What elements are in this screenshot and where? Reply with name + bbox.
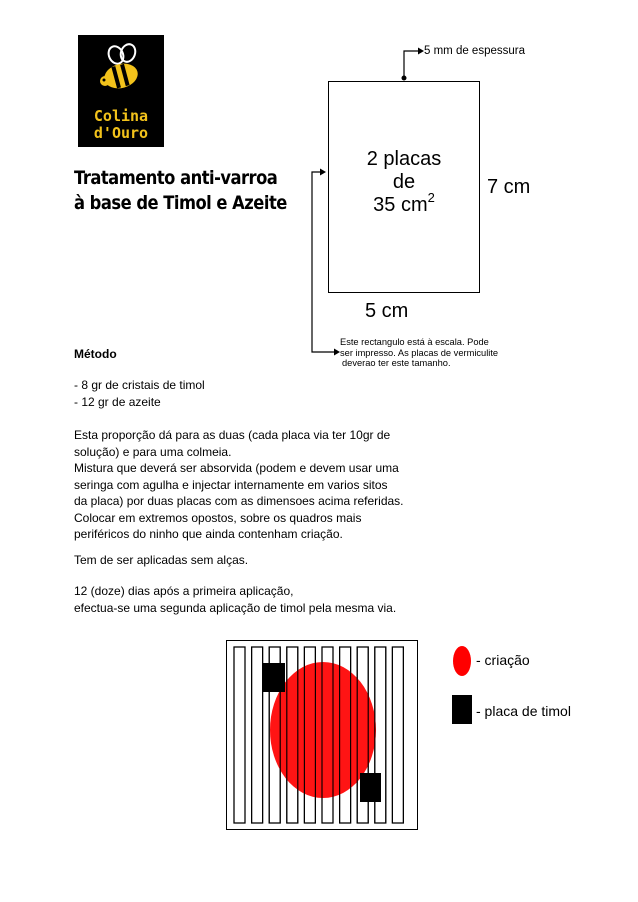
method-paragraph-3 — [74, 583, 396, 616]
height-label: 7 cm — [487, 176, 531, 198]
logo-text-line1: Colina — [93, 107, 149, 125]
logo-text-line2: d'Ouro — [93, 124, 149, 142]
rect-line2: de — [392, 171, 416, 193]
hive-frames-diagram — [226, 640, 418, 830]
rect-line3 — [328, 190, 480, 217]
frame-bar — [234, 647, 245, 823]
method-paragraph-1 — [74, 427, 404, 543]
scale-note — [340, 337, 540, 369]
paragraph-line: solução) e para uma colmeia. — [74, 444, 232, 459]
title-line1: Tratamento anti-varroa — [74, 167, 278, 189]
width-label: 5 cm — [365, 300, 409, 322]
ingredients-list — [74, 377, 205, 410]
legend-plate-icon — [452, 695, 472, 724]
paragraph-line: seringa com agulha e injectar internamente em varios sitos — [74, 477, 388, 492]
legend-brood-icon — [453, 646, 471, 676]
paragraph-line: da placa) por duas placas com as dimensoes acima referidas. — [74, 494, 404, 508]
note-line2: ser impresso. As placas de vermiculite — [340, 347, 499, 358]
legend-plate-label: - placa de timol — [476, 703, 571, 719]
rect-area-text: 35 cm — [373, 194, 428, 216]
ingredient-item: - 8 gr de cristais de timol — [74, 378, 205, 392]
paragraph-line: periféricos do ninho que ainda contenham criação. — [74, 527, 343, 541]
ingredient-item: - 12 gr de azeite — [74, 394, 161, 409]
frame-bar — [234, 647, 245, 823]
rect-area-sup: 2 — [427, 190, 435, 205]
paragraph-line: 12 (doze) dias após a primeira aplicação, — [74, 584, 294, 598]
note-line3: deverao ter este tamanho. — [342, 358, 451, 368]
frame-bar — [252, 647, 263, 823]
note-line1: Este rectangulo está à escala. Pode — [340, 337, 489, 347]
method-heading: Método — [74, 347, 117, 361]
paragraph-line: efectua-se uma segunda aplicação de timol pela mesma via. — [74, 600, 397, 615]
rect-line1: 2 placas — [366, 148, 442, 170]
paragraph-line: Esta proporção dá para as duas (cada placa via ter 10gr de — [74, 428, 391, 442]
thymol-plate-bottom — [360, 773, 381, 802]
thickness-label: 5 mm de espessura — [424, 45, 525, 57]
frame-bar — [392, 647, 403, 823]
frame-bar — [252, 647, 263, 823]
method-paragraph-2: Tem de ser aplicadas sem alças. — [74, 553, 249, 567]
plate-rectangle-label — [328, 148, 480, 217]
paragraph-line: Colocar em extremos opostos, sobre os quadros mais — [74, 510, 362, 525]
title-line2: à base de Timol e Azeite — [74, 192, 287, 214]
legend-brood-label: - criação — [476, 652, 530, 668]
thymol-plate-top — [263, 663, 285, 692]
frame-bar — [392, 647, 403, 823]
paragraph-line: Mistura que deverá ser absorvida (podem e devem usar uma — [74, 461, 399, 475]
